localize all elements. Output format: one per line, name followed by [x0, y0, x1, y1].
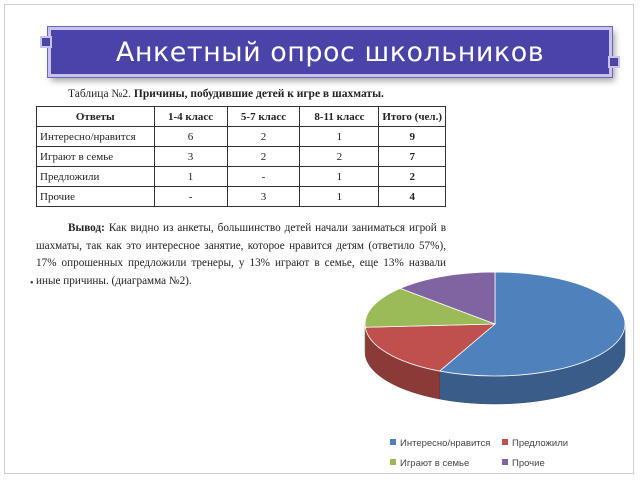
table-row: [37, 167, 446, 187]
table-cell: 2: [379, 167, 446, 187]
legend-item: [502, 438, 568, 449]
pie-chart: [360, 262, 630, 412]
legend-label: Предложили: [512, 438, 569, 449]
table-cell: 2: [300, 147, 379, 167]
table-cell: 2: [227, 147, 300, 167]
table-cell: 6: [154, 127, 227, 147]
table-cell: 4: [379, 187, 446, 207]
legend-item: [390, 458, 469, 469]
table-cell: Предложили: [37, 167, 155, 187]
table-caption-prefix: Таблица №2.: [68, 88, 132, 100]
table-cell: 1: [300, 187, 379, 207]
table-cell: 9: [379, 127, 446, 147]
table-cell: 1: [154, 167, 227, 187]
table-cell: 1: [300, 127, 379, 147]
title-banner: [48, 27, 612, 77]
legend-swatch: [390, 459, 396, 465]
table-header-row: [37, 107, 446, 127]
slide-title: Анкетный опрос школьников: [115, 37, 545, 68]
table-caption: [68, 88, 384, 100]
legend-item: [390, 438, 490, 449]
table-cell: Прочие: [37, 187, 155, 207]
conclusion-lead: Вывод:: [68, 222, 105, 234]
table-cell: 1: [300, 167, 379, 187]
table-cell: 3: [227, 187, 300, 207]
table-cell: -: [227, 167, 300, 187]
pie-chart-svg: [360, 262, 630, 412]
column-header: 1-4 класс: [154, 107, 227, 127]
table-row: [37, 127, 446, 147]
legend-label: Играют в семье: [400, 458, 470, 469]
column-header: Ответы: [37, 107, 155, 127]
conclusion-text: Как видно из анкеты, большинство детей начали заниматься игрой в шахматы, так как это интересное занятие, которое нравится детям (ответило 57%), 17% опрошенных предложили тренеры, у 13% играют в семье, еще 13% назвали иные причины. (диаграмма №2).: [36, 222, 447, 287]
table-caption-text: Причины, побудившие детей к игре в шахматы.: [133, 88, 384, 100]
table-cell: 3: [154, 147, 227, 167]
column-header: Итого (чел.): [379, 107, 446, 127]
legend-swatch: [502, 459, 508, 465]
legend-label: Прочие: [512, 458, 545, 469]
table-cell: 2: [227, 127, 300, 147]
legend-label: Интересно/нравится: [400, 438, 491, 449]
table-cell: -: [154, 187, 227, 207]
legend-swatch: [502, 439, 508, 445]
table-row: [37, 187, 446, 207]
banner-corner-tab: [608, 56, 620, 68]
table-cell: 7: [379, 147, 446, 167]
bullet-marker: •: [30, 278, 34, 289]
column-header: 8-11 класс: [300, 107, 379, 127]
legend-item: [502, 458, 545, 469]
legend-swatch: [390, 439, 396, 445]
table-row: [37, 147, 446, 167]
results-table: [36, 106, 446, 207]
column-header: 5-7 класс: [227, 107, 300, 127]
table-cell: Играют в семье: [37, 147, 155, 167]
table-cell: Интересно/нравится: [37, 127, 155, 147]
